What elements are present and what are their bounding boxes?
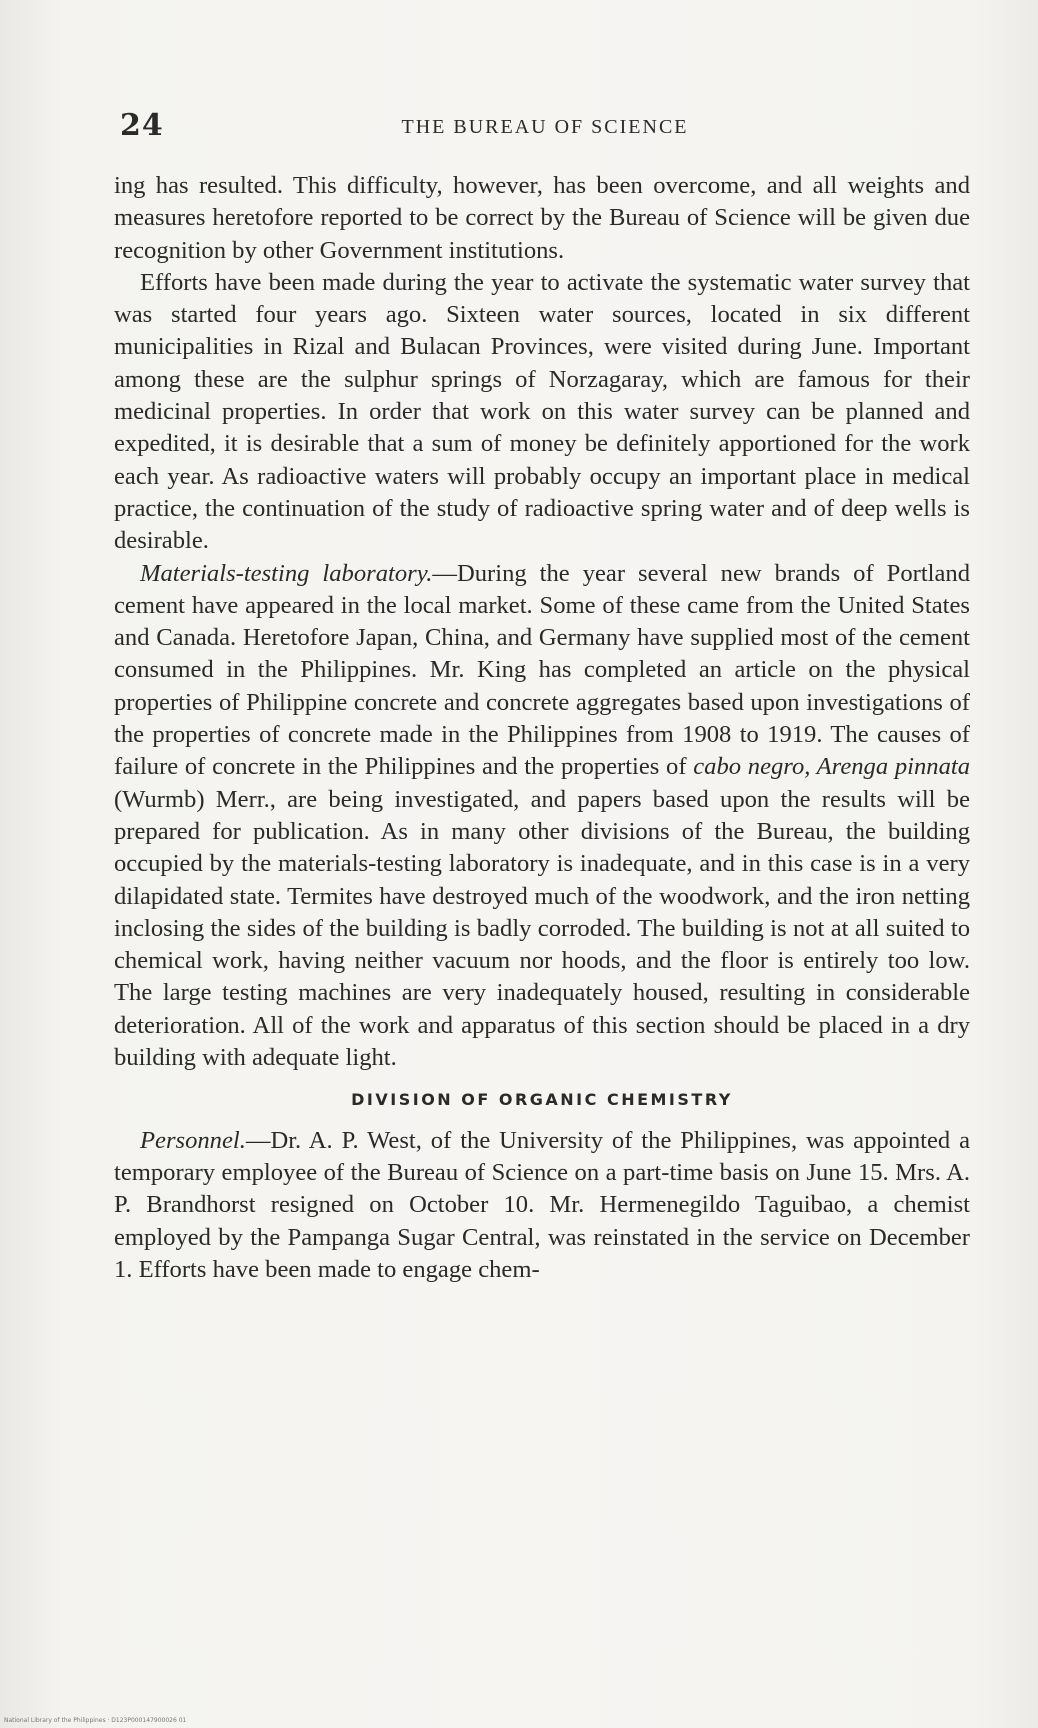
section-heading: DIVISION OF ORGANIC CHEMISTRY (351, 1090, 733, 1110)
run-in-heading-personnel: Personnel. (140, 1126, 246, 1154)
scan-footer: National Library of the Philippines · D123P000147900026 01 (4, 1717, 187, 1724)
paragraph-water-survey: Efforts have been made during the year to activate the systematic water survey that was started four years ago. Sixteen water sources, located in six different municipalities in Rizal and Bulacan Provinces, were visited during June. Important among these are the sulphur springs of Norzagaray, which are famous for their medicinal properties. In order that work on this water survey can be planned and expedited, it is desirable that a sum of money be definitely apportioned for the work each year. As radioactive waters will probably occupy an important place in medical practice, the continuation of the study of radioactive spring water and of deep wells is desirable. (114, 268, 970, 555)
paragraph-continuation: ing has resulted. This difficulty, however, has been overcome, and all weights and measures heretofore reported to be correct by the Bureau of Science will be given due recognition by other Government institutions. (114, 172, 970, 264)
run-in-heading-materials: Materials-testing laboratory. (140, 559, 433, 587)
paragraph-personnel (114, 1125, 970, 1286)
page-number: 24 (120, 108, 164, 143)
species-name: cabo negro, Arenga pinnata (693, 753, 971, 781)
paragraph-text: —During the year several new brands of Portland cement have appeared in the local market. Some of these came from the United States and Canada. Heretofore Japan, China, and Germany have supplied most of the cement consumed in the Philippines. Mr. King has completed an article on the physical properties of Philippine concrete and concrete aggregates based upon investigations of the properties of concrete made in the Philippines from 1908 to 1919. The causes of failure of concrete in the Philippines and the properties of (114, 559, 970, 781)
body-text (114, 170, 970, 1286)
running-head: THE BUREAU OF SCIENCE (401, 116, 689, 138)
paragraph-text: (Wurmb) Merr., are being investigated, and papers based upon the results will be prepared for publication. As in many other divisions of the Bureau, the building occupied by the materials-testing laboratory is inadequate, and in this case is in a very dilapidated state. Termites have destroyed much of the woodwork, and the iron netting inclosing the sides of the building is badly corroded. The building is not at all suited to chemical work, having neither vacuum nor hoods, and the floor is entirely too low. The large testing machines are very inadequately housed, resulting in considerable deterioration. All of the work and apparatus of this section should be placed in a dry building with adequate light. (114, 785, 970, 1072)
paragraph-materials-testing (114, 558, 970, 1075)
page-header (120, 108, 970, 152)
paragraph-text: —Dr. A. P. West, of the University of the Philippines, was appointed a temporary employee of the Bureau of Science on a part-time basis on June 15. Mrs. A. P. Brandhorst resigned on October 10. Mr. Hermenegildo Taguibao, a chemist employed by the Pampanga Sugar Central, was reinstated in the service on December 1. Efforts have been made to engage chem- (114, 1126, 970, 1283)
